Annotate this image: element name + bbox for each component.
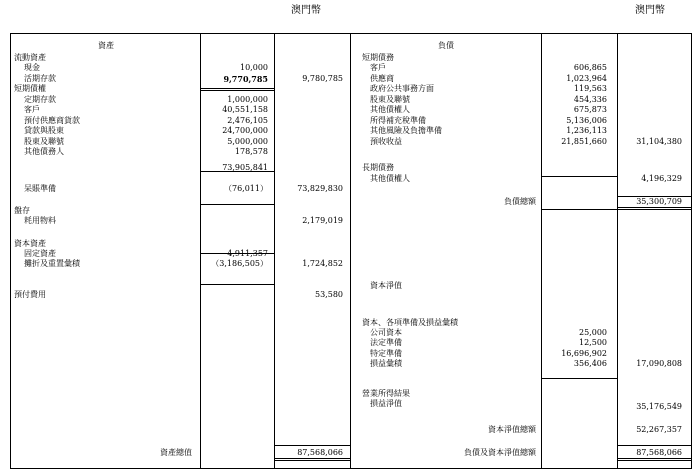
equity-title: 資本、各項準備及損益彙積: [362, 318, 458, 327]
equity-row-label: 法定準備: [370, 338, 402, 347]
liabilities-total-value: 35,300,709: [636, 197, 682, 206]
asset-row-amount: 73,905,841: [222, 163, 268, 172]
equity-row-label: 特定準備: [370, 349, 402, 358]
asset-row-subtotal: 73,829,830: [297, 184, 343, 193]
liabilities-total-label: 負債總額: [504, 197, 536, 206]
liability-row-amount: 454,336: [573, 95, 607, 104]
asset-row-amount: 40,551,158: [222, 105, 268, 114]
result-row-label: 損益淨值: [370, 399, 402, 408]
asset-row-label: 流動資產: [14, 53, 46, 62]
equity-row-subtotal: 17,090,808: [636, 359, 682, 368]
asset-row-label: 呆賬準備: [24, 184, 56, 193]
equity-row-amount: 12,500: [579, 338, 607, 347]
asset-row-label: 預付供應商貨款: [24, 116, 80, 125]
asset-row-label: 定期存款: [24, 95, 56, 104]
liability-row-label: 股東及聯號: [370, 95, 410, 104]
asset-row-amount: 24,700,000: [222, 126, 268, 135]
asset-row-label: 活期存款: [24, 74, 56, 83]
currency-header-liabilities: 澳門幣: [635, 5, 665, 16]
liability-row-amount: 1,236,113: [566, 126, 607, 135]
net-total-label: 資本淨值總額: [488, 425, 536, 434]
asset-row-amount: （3,186,505）: [211, 259, 268, 268]
asset-row-amount: 10,000: [240, 63, 268, 72]
liability-row-label: 其他債權人: [370, 105, 410, 114]
liability-row-label: 短期債務: [362, 53, 394, 62]
equity-row-amount: 356,406: [573, 359, 607, 368]
liability-row-label: 其他風險及負擔準備: [370, 126, 442, 135]
asset-row-label: 耗用物料: [24, 216, 56, 225]
assets-title: 資產: [98, 41, 114, 50]
asset-row-subtotal: 2,179,019: [302, 216, 343, 225]
liability-row-label: 政府公共事務方面: [370, 84, 434, 93]
equity-row-label: 損益彙積: [370, 359, 402, 368]
asset-row-amount: 9,770,785: [223, 74, 268, 84]
net-total-value: 52,267,357: [636, 425, 682, 434]
asset-row-label: 股東及聯號: [24, 137, 64, 146]
liability-row-label: 供應商: [370, 74, 394, 83]
liability-row-amount: 5,136,006: [566, 116, 607, 125]
liability-row-label: 所得補充稅準備: [370, 116, 426, 125]
liability-row-amount: 675,873: [573, 105, 607, 114]
liability-row-amount: 119,563: [573, 84, 607, 93]
asset-row-label: 預付費用: [14, 290, 46, 299]
asset-row-label: 固定資產: [24, 249, 56, 258]
equity-row-amount: 16,696,902: [561, 349, 607, 358]
asset-row-label: 客戶: [24, 105, 40, 114]
asset-row-amount: 5,000,000: [227, 137, 268, 146]
result-title: 營業所得結果: [362, 389, 410, 398]
grand-total-label: 負債及資本淨值總額: [464, 448, 536, 457]
asset-row-label: 短期債權: [14, 84, 46, 93]
grand-total-value: 87,568,066: [636, 448, 682, 457]
asset-row-label: 攤折及重置彙積: [24, 259, 80, 268]
liability-row-label: 客戶: [370, 63, 386, 72]
asset-row-label: 現金: [24, 63, 40, 72]
asset-row-amount: 1,000,000: [227, 95, 268, 104]
net-assets-label: 資本淨值: [370, 281, 402, 290]
assets-total-value: 87,568,066: [297, 448, 343, 457]
liability-row-subtotal: 31,104,380: [636, 137, 682, 146]
asset-row-amount: 178,578: [234, 147, 268, 156]
asset-row-label: 貸款與股東: [24, 126, 64, 135]
equity-row-label: 公司資本: [370, 328, 402, 337]
asset-row-amount: 2,476,105: [227, 116, 268, 125]
asset-row-subtotal: 9,780,785: [302, 74, 343, 83]
asset-row-label: 資本資產: [14, 239, 46, 248]
asset-row-subtotal: 1,724,852: [302, 259, 343, 268]
liability-row-label: 長期債務: [362, 163, 394, 172]
assets-total-label: 資產總值: [160, 448, 192, 457]
liability-row-subtotal: 4,196,329: [641, 174, 682, 183]
asset-row-amount: 4,911,357: [227, 249, 268, 258]
liability-row-label: 其他債權人: [370, 174, 410, 183]
asset-row-subtotal: 53,580: [315, 290, 343, 299]
liability-row-label: 預收收益: [370, 137, 402, 146]
liability-row-amount: 21,851,660: [561, 137, 607, 146]
liability-row-amount: 606,865: [573, 63, 607, 72]
liability-row-amount: 1,023,964: [566, 74, 607, 83]
liabilities-title: 負債: [438, 41, 454, 50]
result-row-subtotal: 35,176,549: [636, 402, 682, 411]
equity-row-amount: 25,000: [579, 328, 607, 337]
asset-row-label: 盤存: [14, 206, 30, 215]
currency-header-assets: 澳門幣: [291, 5, 321, 16]
asset-row-amount: （76,011）: [224, 184, 268, 193]
asset-row-label: 其他債務人: [24, 147, 64, 156]
